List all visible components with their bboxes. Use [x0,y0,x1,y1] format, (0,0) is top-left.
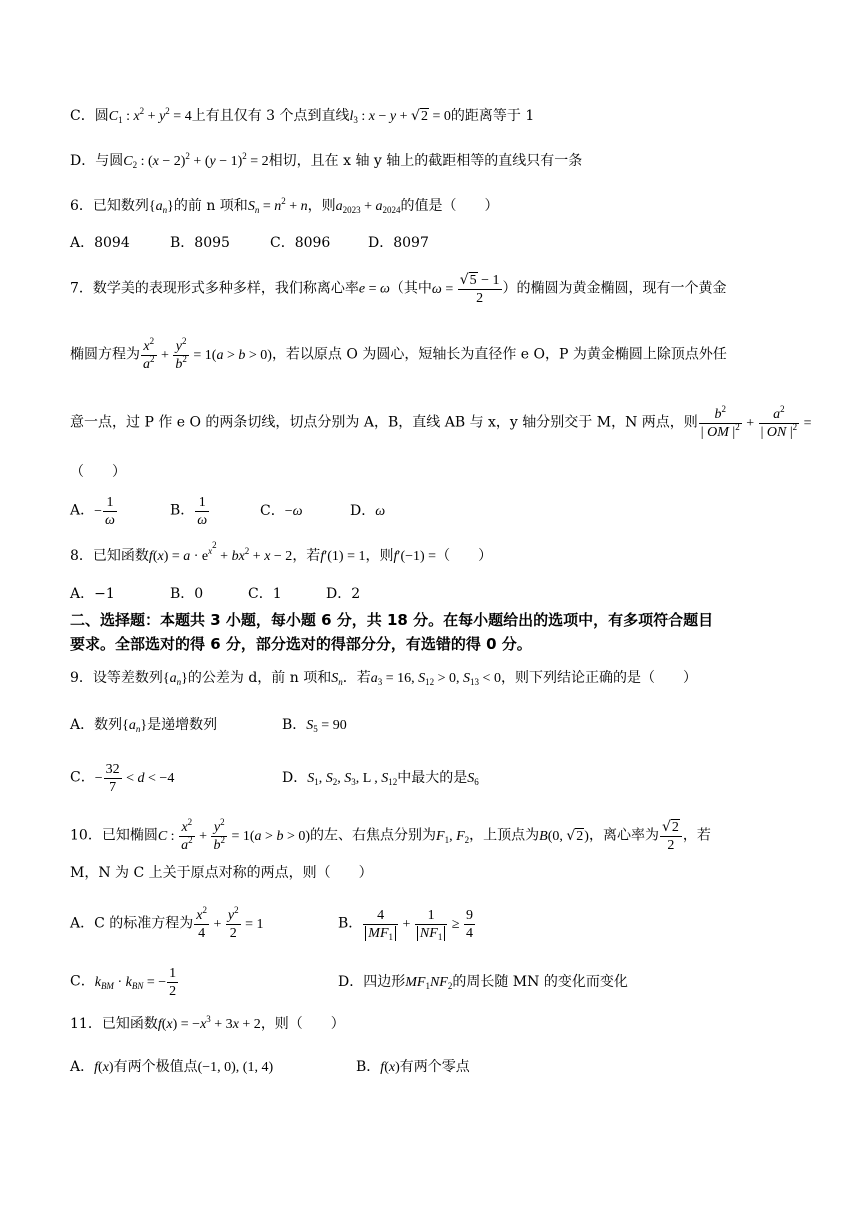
q11-option-a: A．f(x)有两个极值点(−1, 0), (1, 4) [70,1059,274,1075]
q10-stem-line2: M，N 为 C 上关于原点对称的两点，则（ ） [70,865,373,881]
omega-definition: ω = $\frac{√5 - 1}{2}$ [431,272,500,306]
q10-options-ab [70,907,476,942]
q6-option-c: C．8096 [270,235,331,251]
line-l3-equation: $l_3$ : x − y + √2 = 0 [349,108,451,125]
q10-options-cd [70,965,628,1000]
q8-function: $f(x) = a \cdot e^{x^2} + bx^2 + x - 2$ [148,540,293,564]
sequence-an: $\{a_n\}$ [148,199,174,215]
q5-option-d: D．与圆$C_2$ : $(x - 2)^2 + (y - 1)^2 = 2$相切，且在 x 轴 y 轴上的截距相等的直线只有一条 [70,151,583,170]
q11-function: $f(x) = -x^3 + 3x + 2$ [157,1014,261,1032]
q7-stem-line3: 意一点，过 P 作 e O 的两条切线，切点分别为 A，B，直线 AB 与 x，y 轴分别交于 M，N 两点，则 $\frac{b^2}{| OM |^2}$ + $\frac{a^2}{| ON |^2}$ = [70,404,812,440]
q7-option-d: D．ω [350,502,386,519]
q9-options-ab [70,715,347,736]
circle-c1-equation: $C_1$ : $x^2 + y^2 = 4$ [108,106,192,125]
q9-option-c: C．− $\frac{32}{7}$ < d < −4 [70,762,175,795]
q8-stem: 8．已知函数$f(x) = a \cdot e^{x^2} + bx^2 + x - 2$，若f′(1) = 1，则f′(−1) =（ ） [70,540,493,564]
sum-formula: $S_n = n^2 + n$ [247,196,308,215]
q8-target: f′(−1) = [393,549,437,564]
q6-option-b: B．8095 [170,235,230,251]
q7-stem-line2: 椭圆方程为 $\frac{x^2}{a^2}$ + $\frac{y^2}{b^2}$ = 1(a > b > 0)，若以原点 O 为圆心，短轴长为直径作 e O，P 为黄金椭圆上除顶点外任 [70,336,727,372]
q9-stem: 9．设等差数列$\{a_n\}$的公差为 d，前 n 项和$S_n$．若$a_3 = 16$, $S_{12} > 0$, $S_{13} < 0$，则下列结论正确的是（ ） [70,670,697,687]
q6-options [70,233,429,253]
q7-option-a: A．− $\frac{1}{\omega}$ [70,495,115,528]
q6-option-a: A．8094 [70,235,130,251]
q10-stem: 10．已知椭圆C : $\frac{x^2}{a^2}$ + $\frac{y^2}{b^2}$ = 1(a > b > 0)的左、右焦点分别为$F_1$, $F_2$，上顶点为B(0, √2)，离心率为 $\frac{√2}{2}$ ，若 [70,817,711,853]
q7-option-b: B． $\frac{1}{\omega}$ [170,495,208,528]
target-expression: $a_{2023} + a_{2024}$ [335,199,401,215]
q5-option-c: C．圆$C_1$ : $x^2 + y^2 = 4$上有且仅有 3 个点到直线$l_3$ : x − y + √2 = 0的距离等于 1 [70,106,535,125]
q9-option-d: D．$S_1$, $S_2$, $S_3$, L , $S_{12}$中最大的是$S_6$ [282,769,479,787]
q8-option-a: A．−1 [70,586,115,602]
q8-option-c: C．1 [248,586,282,602]
ellipse-equation: $\frac{x^2}{a^2}$ + $\frac{y^2}{b^2}$ = 1(a > b > 0) [143,336,272,372]
q6-option-d: D．8097 [368,235,429,251]
q10-option-c: C．$k_{BM} \cdot k_{BN}$ = − $\frac{1}{2}$ [70,966,177,999]
q6-stem: 6．已知数列$\{a_n\}$的前 n 项和$S_n = n^2 + n$，则$a_{2023} + a_{2024}$的值是（ ） [70,196,499,215]
q11-stem: 11．已知函数$f(x) = -x^3 + 3x + 2$，则（ ） [70,1014,345,1032]
q7-answer-paren: （ ） [70,464,126,480]
q10-option-a: A．C 的标准方程为 $\frac{x^2}{4}$ + $\frac{y^2}{2}$ = 1 [70,905,264,941]
section-2-heading: 二、选择题：本题共 3 小题，每小题 6 分，共 18 分。在每小题给出的选项中，有多项符合题目 [70,611,714,629]
q11-options-ab [70,1057,470,1078]
q7-target-expression: $\frac{b^2}{| OM |^2}$ + $\frac{a^2}{| ON |^2}$ = [700,404,812,440]
q7-stem-line1: 7．数学美的表现形式多种多样，我们称离心率e = ω（其中ω = $\frac{√5 - 1}{2}$ ）的椭圆为黄金椭圆，现有一个黄金 [70,272,727,306]
q10-option-b: B． $\frac{4}{MF_1}$ + $\frac{1}{NF_1}$ ≥ $\frac{9}{4}$ [338,908,473,942]
q8-options [70,584,360,604]
section-2-heading-cont: 要求。全部选对的得 6 分，部分选对的得部分分，有选错的得 0 分。 [70,635,532,653]
q8-option-d: D．2 [326,586,361,602]
q7-option-c: C．−ω [260,502,303,519]
q8-option-b: B．0 [170,586,204,602]
q11-option-b: B．f(x)有两个零点 [356,1059,470,1075]
q7-options [70,494,385,529]
q9-option-a: A．数列$\{a_n\}$是递增数列 [70,717,218,734]
q9-option-b: B．$S_5 = 90$ [282,717,347,734]
q10-option-d: D．四边形$MF_1NF_2$的周长随 MN 的变化而变化 [338,973,628,991]
eccentricity-expression: e = ω [358,281,390,297]
q10-ellipse: C : $\frac{x^2}{a^2}$ + $\frac{y^2}{b^2}$ = 1(a > b > 0) [157,817,310,853]
q9-conditions: $a_3 = 16$, $S_{12} > 0$, $S_{13} < 0$ [370,671,501,687]
circle-c2-equation: $C_2$ : $(x - 2)^2 + (y - 1)^2 = 2$ [123,151,269,170]
q8-condition: f′(1) = 1 [320,549,366,564]
q9-options-cd [70,761,479,796]
